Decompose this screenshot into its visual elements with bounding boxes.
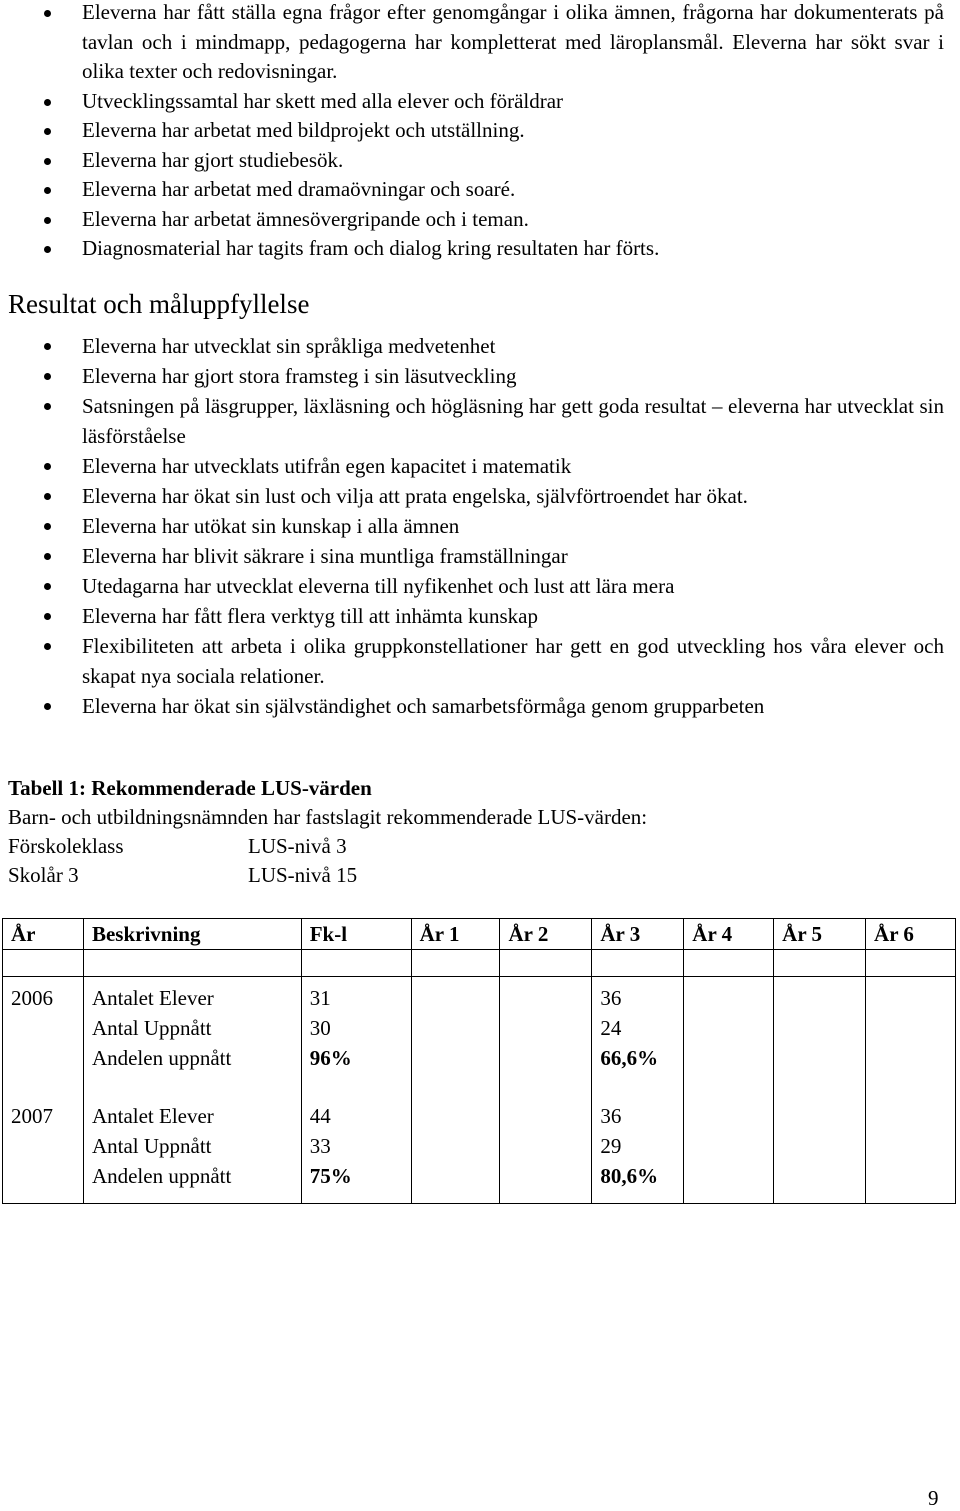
table-intro: Barn- och utbildningsnämnden har fastslagit rekommenderade LUS-värden: bbox=[8, 805, 648, 829]
table-row: Antal Uppnått 30 24 bbox=[3, 1013, 956, 1043]
list-item: Eleverna har blivit säkrare i sina muntliga framställningar bbox=[0, 541, 960, 571]
list-item: Utvecklingssamtal har skett med alla elever och föräldrar bbox=[0, 87, 960, 117]
table-row: 2006 Antalet Elever 31 36 bbox=[3, 983, 956, 1013]
list-item: Eleverna har arbetat med bildprojekt och utställning. bbox=[0, 116, 960, 146]
column-header: År 4 bbox=[684, 919, 774, 950]
page-number: 9 bbox=[928, 1486, 939, 1510]
list-item: Eleverna har fått ställa egna frågor efter genomgångar i olika ämnen, frågorna har dokumenterats på tavlan och i mindmapp, pedagogerna har kompletterat med läroplansmål. Eleverna har sökt svar i olika texter och redovisningar. bbox=[0, 0, 960, 87]
table-row: Antal Uppnått 33 29 bbox=[3, 1131, 956, 1161]
bullet-icon bbox=[44, 553, 51, 560]
table-row: Andelen uppnått 96% 66,6% bbox=[3, 1043, 956, 1073]
list-item: Eleverna har ökat sin lust och vilja att prata engelska, självförtroendet har ökat. bbox=[0, 481, 960, 511]
column-header: År 3 bbox=[592, 919, 684, 950]
column-header: Fk-l bbox=[301, 919, 411, 950]
bullet-icon bbox=[44, 403, 51, 410]
table-header-row bbox=[3, 919, 956, 950]
list-item: Satsningen på läsgrupper, läxläsning och högläsning har gett goda resultat – eleverna har utvecklat sin läsförståelse bbox=[0, 391, 960, 451]
bullet-icon bbox=[44, 583, 51, 590]
bullet-icon bbox=[44, 187, 51, 194]
table-title: Tabell 1: Rekommenderade LUS-värden bbox=[8, 776, 372, 800]
column-header: År bbox=[3, 919, 84, 950]
list-item: Eleverna har ökat sin självständighet och samarbetsförmåga genom grupparbeten bbox=[0, 691, 960, 721]
list-item: Utedagarna har utvecklat eleverna till nyfikenhet och lust att lära mera bbox=[0, 571, 960, 601]
list-item: Flexibiliteten att arbeta i olika gruppkonstellationer har gett en god utveckling hos våra elever och skapat nya sociala relationer. bbox=[0, 631, 960, 691]
lus-row: Skolår 3 LUS-nivå 15 bbox=[8, 863, 358, 887]
bullet-icon bbox=[44, 343, 51, 350]
list-item: Eleverna har utökat sin kunskap i alla ämnen bbox=[0, 511, 960, 541]
column-header: Beskrivning bbox=[83, 919, 301, 950]
column-header: År 6 bbox=[866, 919, 956, 950]
activities-list bbox=[0, 0, 960, 264]
bullet-icon bbox=[44, 463, 51, 470]
bullet-icon bbox=[44, 613, 51, 620]
lus-row: Förskoleklass LUS-nivå 3 bbox=[8, 834, 347, 858]
list-item: Diagnosmaterial har tagits fram och dialog kring resultaten har förts. bbox=[0, 234, 960, 264]
column-header: År 5 bbox=[774, 919, 866, 950]
bullet-icon bbox=[44, 643, 51, 650]
bullet-icon bbox=[44, 703, 51, 710]
bullet-icon bbox=[44, 128, 51, 135]
table-row: 2007 Antalet Elever 44 36 bbox=[3, 1101, 956, 1131]
list-item: Eleverna har fått flera verktyg till att inhämta kunskap bbox=[0, 601, 960, 631]
table-spacer-row bbox=[3, 950, 956, 977]
bullet-icon bbox=[44, 493, 51, 500]
table-row: Andelen uppnått 75% 80,6% bbox=[3, 1161, 956, 1191]
list-item: Eleverna har arbetat ämnesövergripande och i teman. bbox=[0, 205, 960, 235]
bullet-icon bbox=[44, 99, 51, 106]
bullet-icon bbox=[44, 217, 51, 224]
bullet-icon bbox=[44, 10, 51, 17]
list-item: Eleverna har gjort studiebesök. bbox=[0, 146, 960, 176]
bullet-icon bbox=[44, 373, 51, 380]
results-list bbox=[0, 331, 960, 721]
list-item: Eleverna har utvecklat sin språkliga medvetenhet bbox=[0, 331, 960, 361]
bullet-icon bbox=[44, 158, 51, 165]
list-item: Eleverna har arbetat med dramaövningar och soaré. bbox=[0, 175, 960, 205]
bullet-icon bbox=[44, 246, 51, 253]
column-header: År 2 bbox=[500, 919, 592, 950]
list-item: Eleverna har gjort stora framsteg i sin läsutveckling bbox=[0, 361, 960, 391]
bullet-icon bbox=[44, 523, 51, 530]
table-spacer-row bbox=[3, 1073, 956, 1101]
section-heading: Resultat och måluppfyllelse bbox=[8, 289, 310, 319]
column-header: År 1 bbox=[411, 919, 500, 950]
table-spacer-row bbox=[3, 1191, 956, 1204]
lus-results-table bbox=[2, 918, 956, 1204]
list-item: Eleverna har utvecklats utifrån egen kapacitet i matematik bbox=[0, 451, 960, 481]
